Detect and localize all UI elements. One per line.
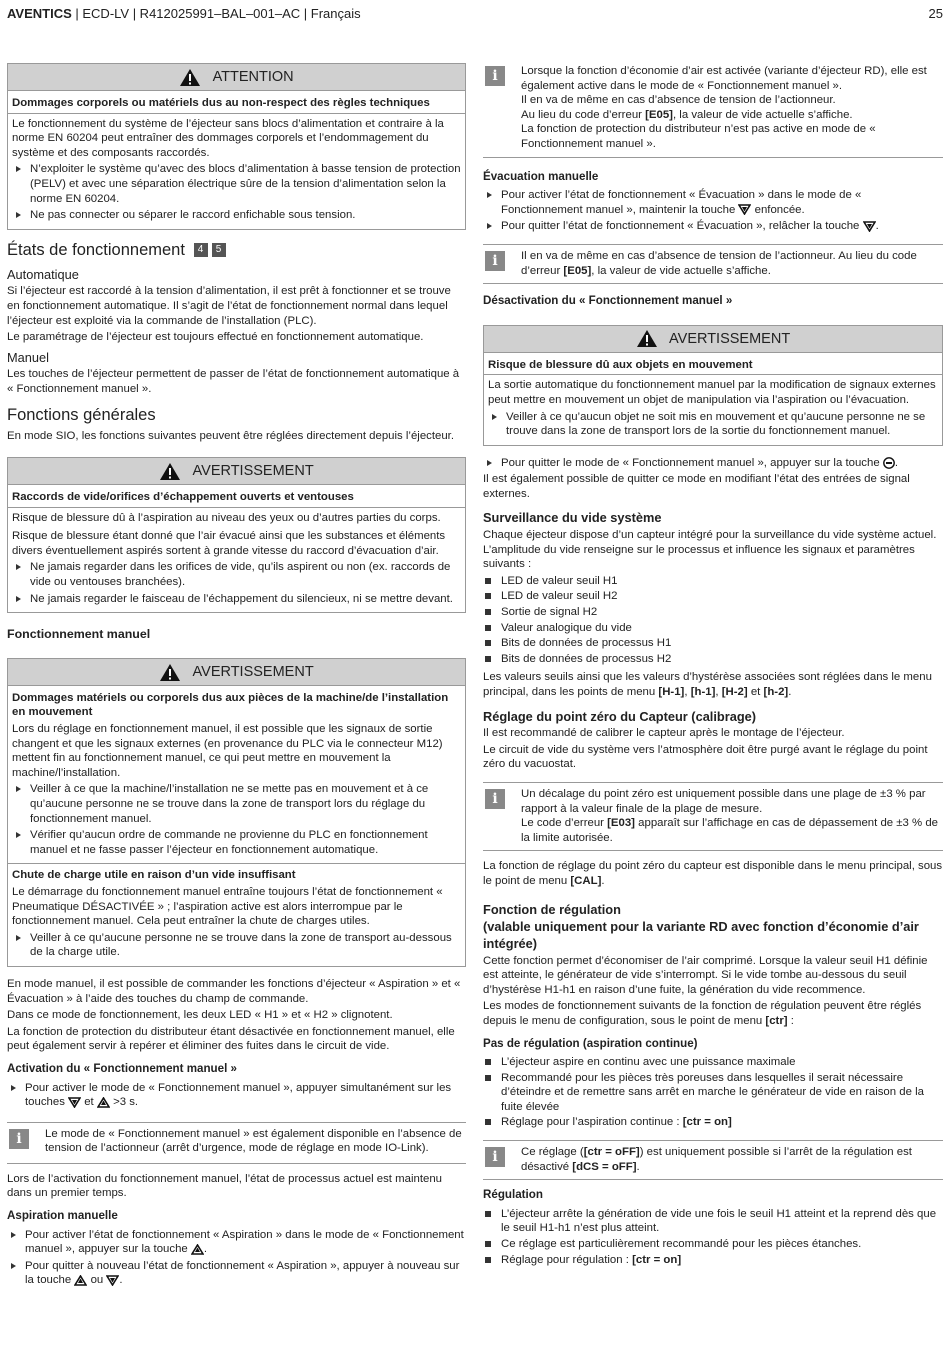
paragraph: Il est également possible de quitter ce mode en modifiant l’état des entrées de signal externes. bbox=[483, 473, 910, 500]
paragraph: Le circuit de vide du système vers l’atmosphère doit être purgé avant le réglage du point zéro du vacuostat. bbox=[483, 743, 928, 771]
error-code: [E03] bbox=[607, 817, 635, 830]
list-item: Ce réglage est particulièrement recommandé pour les pièces étanches. bbox=[483, 1237, 943, 1252]
warning-triangle-icon bbox=[179, 68, 201, 87]
text: . bbox=[894, 456, 898, 469]
avertissement-item: Ne jamais regarder dans les orifices de vide, qu’ils aspirent ou non (ex. raccords de vide ou ventouses branchées). bbox=[12, 560, 461, 589]
key-up-triangle-icon bbox=[97, 1097, 110, 1108]
right-column bbox=[483, 60, 943, 1268]
left-column bbox=[7, 63, 466, 1290]
info-text: Il en va de même en cas d’absence de tension de l’actionneur. bbox=[521, 94, 836, 107]
info-icon: i bbox=[485, 789, 505, 809]
attention-box bbox=[7, 63, 466, 230]
avertissement-subtitle-2: Chute de charge utile en raison d’un vide insuffisant bbox=[8, 863, 465, 885]
info-text bbox=[521, 108, 943, 123]
text: La fonction de réglage du point zéro du capteur est disponible dans le menu principal, sous le point de menu bbox=[483, 860, 943, 887]
text: ) est uniquement possible si l’arrêt de la régulation est désactivé bbox=[521, 1146, 912, 1173]
text: Fonction de régulation bbox=[483, 901, 621, 917]
menu-code: [CAL] bbox=[570, 874, 602, 887]
menu-code: [ctr = on] bbox=[682, 1116, 732, 1129]
warning-triangle-icon bbox=[159, 663, 181, 682]
info-box bbox=[483, 244, 943, 284]
key-down-triangle-icon bbox=[68, 1097, 81, 1108]
info-icon: i bbox=[485, 66, 505, 86]
menu-code: [dCS = oFF] bbox=[572, 1160, 637, 1173]
warning-triangle-icon bbox=[159, 462, 181, 481]
paragraph: Lors du réglage en fonctionnement manuel, il est possible que les signaux de sortie changent et que les signaux externes (en provenance du PLC via le connecteur M12) mettent fin au fonctionnement manuel, ce qui peut mettre en mouvement la machine/l’installation. bbox=[12, 723, 443, 779]
evacuation-item bbox=[483, 219, 943, 234]
menu-code: [ctr = oFF] bbox=[583, 1146, 640, 1159]
subtitle-fonctionnement-manuel: Fonctionnement manuel bbox=[7, 627, 151, 642]
text: et bbox=[747, 686, 764, 698]
paragraph: Lors de l’activation du fonctionnement manuel, l’état de processus actuel est maintenu dans un premier temps. bbox=[7, 1172, 442, 1200]
attention-subtitle: Dommages corporels ou matériels dus au non-respect des règles techniques bbox=[8, 91, 465, 114]
list-item: Valeur analogique du vide bbox=[483, 621, 943, 636]
info-text: La fonction de protection du distributeur n’est pas active en mode de « Fonctionnement manuel ». bbox=[521, 123, 876, 150]
evacuation-item bbox=[483, 188, 943, 217]
key-down-triangle-icon bbox=[106, 1275, 119, 1286]
text: Au lieu du code d’erreur bbox=[521, 108, 646, 121]
attention-title: ATTENTION bbox=[212, 69, 294, 85]
text: Pour quitter le mode de « Fonctionnement manuel », appuyer sur la touche bbox=[501, 456, 883, 469]
subtitle-regulation-mode: Régulation bbox=[483, 1188, 543, 1202]
paragraph: Les touches de l’éjecteur permettent de passer de l’état de fonctionnement automatique à « Fonctionnement manuel ». bbox=[7, 368, 460, 395]
avertissement-box-3 bbox=[483, 325, 943, 446]
paragraph: Il est recommandé de calibrer le capteur après le montage de l’éjecteur. bbox=[483, 727, 845, 740]
info-icon: i bbox=[9, 1129, 29, 1149]
quit-item bbox=[483, 456, 943, 471]
key-down-triangle-icon bbox=[863, 221, 876, 232]
paragraph: Dans ce mode de fonctionnement, les deux LED « H1 » et « H2 » clignotent. bbox=[7, 1009, 393, 1022]
subtitle-desactivation: Désactivation du « Fonctionnement manuel » bbox=[483, 294, 733, 308]
doc-reference: | ECD-LV | R412025991–BAL–001–AC | Français bbox=[71, 6, 361, 21]
avertissement-title-bar bbox=[8, 458, 465, 485]
paragraph: Chaque éjecteur dispose d’un capteur intégré pour la surveillance du vide système actuel. L’amplitude du vide renseigne sur le processus et influence les signaux et paramètres suivants : bbox=[483, 529, 937, 571]
info-icon: i bbox=[485, 1147, 505, 1167]
text: . bbox=[636, 1160, 640, 1173]
text: . bbox=[203, 1243, 208, 1256]
attention-item: N’exploiter le système qu’avec des blocs d’alimentation à basse tension de protection (PELV) et avec une séparation électrique sûre de la tension d’alimentation selon la norme EN 60204. bbox=[12, 162, 461, 206]
key-minus-icon bbox=[883, 457, 895, 469]
page-header bbox=[7, 7, 943, 25]
avertissement-box-2 bbox=[7, 658, 466, 967]
section-title-fonctions: Fonctions générales bbox=[7, 405, 156, 424]
text: (valable uniquement pour la variante RD avec fonction d’économie d’air intégrée) bbox=[483, 918, 919, 951]
avertissement-item: Veiller à ce que la machine/l’installation ne se mette pas en mouvement et à ce qu’aucune personne ne se trouve dans la zone de transport lors du réglage du fonctionnement manuel. bbox=[12, 782, 461, 826]
menu-code: [h-1] bbox=[690, 686, 716, 698]
text: et bbox=[81, 1096, 97, 1109]
subtitle-manuel: Manuel bbox=[7, 349, 49, 365]
text: . bbox=[601, 874, 605, 887]
avertissement-subtitle: Dommages matériels ou corporels dus aux pièces de la machine/de l’installation en mouvement bbox=[12, 691, 449, 719]
text: : bbox=[787, 1014, 794, 1027]
error-code: [E05] bbox=[645, 108, 673, 121]
info-text: Lorsque la fonction d’économie d’air est activée (variante d’éjecteur RD), elle est également active dans le mode de « Fonctionnement manuel ». bbox=[521, 65, 927, 92]
list-item: Recommandé pour les pièces très poreuses dans lesquelles il serait nécessaire d’éteindre et de remettre sans arrêt en marche le générateur de vide en raison de la fuite élevée bbox=[483, 1071, 943, 1115]
section-title-etats bbox=[7, 240, 466, 260]
menu-code: [h-2] bbox=[763, 686, 789, 698]
text: Pour activer l’état de fonctionnement « Évacuation » dans le mode de « Fonctionnement manuel », maintenir la touche bbox=[501, 189, 862, 216]
key-up-triangle-icon bbox=[191, 1244, 204, 1255]
paragraph: Si l’éjecteur est raccordé à la tension d’alimentation, il est prêt à fonctionner et se trouve en fonctionnement automatique. Il s’agit de l’état de fonctionnement normal dans lequel l’éjecteur est exploité via la commande de l’installation (PLC). bbox=[7, 285, 451, 327]
paragraph: Le paramétrage de l’éjecteur est toujours effectué en fonctionnement automatique. bbox=[7, 331, 424, 344]
subtitle-evacuation: Évacuation manuelle bbox=[483, 169, 599, 183]
text: , la valeur de vide actuelle s’affiche. bbox=[672, 108, 853, 121]
text: Ce réglage ( bbox=[521, 1146, 584, 1159]
avertissement-item: Veiller à ce qu’aucun objet ne soit mis en mouvement et qu’aucune personne ne se trouve dans la zone de transport lors de la sortie du fonctionnement manuel. bbox=[488, 410, 938, 439]
page-number: 25 bbox=[928, 6, 943, 21]
warning-triangle-icon bbox=[636, 329, 658, 348]
menu-code: [H-1] bbox=[658, 686, 685, 698]
error-code: [E05] bbox=[563, 264, 592, 277]
text: Pour activer l’état de fonctionnement « Aspiration » dans le mode de « Fonctionnement manuel », appuyer sur la touche bbox=[25, 1228, 464, 1256]
list-item: Sortie de signal H2 bbox=[483, 605, 943, 620]
attention-body: Le fonctionnement du système de l’éjecteur sans blocs d’alimentation et contraire à la norme EN 60204 peut entraîner des dommages corporels et l’endommagement du système et des composants raccordés. bbox=[12, 117, 444, 159]
list-item: Bits de données de processus H1 bbox=[483, 636, 943, 651]
avertissement-subtitle: Risque de blessure dû aux objets en mouvement bbox=[484, 353, 942, 376]
list-item: L’éjecteur arrête la génération de vide une fois le seuil H1 atteint et la reprend dès que le seuil H1-h1 n’est plus atteint. bbox=[483, 1207, 943, 1236]
text: Pour quitter à nouveau l’état de fonctionnement « Aspiration », appuyer à nouveau sur la touche bbox=[25, 1259, 460, 1287]
paragraph: La sortie automatique du fonctionnement manuel par la modification de signaux externes peut mettre en mouvement un objet de manipulation via l’aspiration ou l’évacuation. bbox=[488, 379, 936, 406]
subtitle-aspiration: Aspiration manuelle bbox=[7, 1209, 118, 1223]
subtitle-surveillance: Surveillance du vide système bbox=[483, 510, 662, 526]
info-box bbox=[483, 60, 943, 158]
info-text bbox=[521, 816, 943, 845]
paragraph: Risque de blessure dû à l’aspiration au niveau des yeux ou d’autres parties du corps. bbox=[12, 511, 441, 524]
avertissement-item: Ne jamais regarder le faisceau de l’échappement du silencieux, ni se mettre devant. bbox=[12, 592, 461, 607]
figure-badge-5: 5 bbox=[212, 243, 226, 257]
info-box bbox=[483, 1140, 943, 1180]
list-item: LED de valeur seuil H2 bbox=[483, 589, 943, 604]
info-icon: i bbox=[485, 251, 505, 271]
avertissement-title-bar bbox=[8, 659, 465, 686]
paragraph bbox=[483, 999, 943, 1028]
list-item bbox=[483, 1253, 943, 1268]
text: Les modes de fonctionnement suivants de la fonction de régulation peuvent être réglés depuis le menu de configuration, sous le point de menu bbox=[483, 1000, 922, 1027]
text: Pour quitter l’état de fonctionnement « Évacuation », relâcher la touche bbox=[501, 220, 863, 233]
list-item: L’éjecteur aspire en continu avec une puissance maximale bbox=[483, 1055, 943, 1070]
avertissement-box-1 bbox=[7, 457, 466, 613]
menu-code: [H-2] bbox=[721, 686, 748, 698]
brand-name: AVENTICS bbox=[7, 6, 72, 21]
key-up-triangle-icon bbox=[74, 1275, 87, 1286]
paragraph: La fonction de protection du distributeur étant désactivée en fonctionnement manuel, elle peut également servir à repérer et éliminer des fuites dans le circuit de vide. bbox=[7, 1025, 455, 1053]
text: Pour activer le mode de « Fonctionnement manuel », appuyer simultanément sur les touches bbox=[25, 1081, 452, 1109]
paragraph: En mode manuel, il est possible de commander les fonctions d’éjecteur « Aspiration » et « Évacuation » à l’aide des touches du champ de commande. bbox=[7, 977, 461, 1005]
text: . bbox=[119, 1274, 123, 1287]
subtitle-regulation bbox=[483, 901, 943, 952]
aspiration-item bbox=[7, 1228, 466, 1257]
subtitle-calibrage: Réglage du point zéro du Capteur (calibrage) bbox=[483, 708, 757, 724]
avertissement-title: AVERTISSEMENT bbox=[192, 463, 314, 480]
text: Il en va de même en cas d’absence de tension de l’actionneur. Au lieu du code d’erreur bbox=[521, 249, 917, 277]
paragraph: Risque de blessure étant donné que l’air évacué ainsi que les substances et éléments divers éventuellement aspirés sortent à grande vitesse du raccord d’évacuation d’air. bbox=[12, 530, 446, 557]
list-item: LED de valeur seuil H1 bbox=[483, 574, 943, 589]
subtitle-activation: Activation du « Fonctionnement manuel » bbox=[7, 1061, 237, 1075]
text: Réglage pour régulation : bbox=[501, 1253, 633, 1266]
avertissement-title: AVERTISSEMENT bbox=[669, 330, 791, 347]
list-item: Bits de données de processus H2 bbox=[483, 652, 943, 667]
info-box bbox=[7, 1122, 466, 1164]
subtitle-pas-de-regulation: Pas de régulation (aspiration continue) bbox=[483, 1036, 698, 1050]
text: , bbox=[715, 686, 722, 698]
paragraph bbox=[483, 859, 943, 888]
info-box bbox=[483, 782, 943, 851]
attention-title-bar bbox=[8, 64, 465, 91]
text: Le code d’erreur bbox=[521, 817, 608, 830]
etats-title-text: États de fonctionnement bbox=[7, 240, 185, 259]
text: apparaît sur l’affichage en cas de dépassement de ±3 % de la limite autorisée. bbox=[521, 817, 939, 844]
avertissement-item: Veiller à ce qu’aucune personne ne se trouve dans la zone de transport au-dessous de la charge utile. bbox=[12, 931, 461, 960]
menu-code: [ctr = on] bbox=[632, 1253, 682, 1266]
aspiration-item bbox=[7, 1259, 466, 1288]
avertissement-subtitle: Raccords de vide/orifices d’échappement ouverts et ventouses bbox=[8, 485, 465, 508]
avertissement-title: AVERTISSEMENT bbox=[192, 663, 314, 680]
text: . bbox=[875, 220, 879, 233]
info-text bbox=[521, 1145, 943, 1174]
text: enfoncée. bbox=[751, 203, 805, 216]
text: Réglage pour l’aspiration continue : bbox=[501, 1116, 683, 1129]
paragraph: Cette fonction permet d’économiser de l’air comprimé. Lorsque la valeur seuil H1 définie est atteinte, le générateur de vide s’interrompt. Si le vide tombe au-dessous du seuil d’hystérèse H1-h1 en raison d’une fuite, la génération du vide recommence. bbox=[483, 954, 928, 996]
text: , la valeur de vide actuelle s’affiche. bbox=[591, 264, 771, 277]
activation-item bbox=[7, 1081, 466, 1110]
attention-item: Ne pas connecter ou séparer le raccord enfichable sous tension. bbox=[12, 208, 461, 223]
info-text: Un décalage du point zéro est uniquement possible dans une plage de ±3 % par rapport à la valeur finale de la plage de mesure. bbox=[521, 787, 926, 815]
text: . bbox=[788, 686, 792, 698]
menu-code: [ctr] bbox=[765, 1014, 788, 1027]
avertissement-title-bar bbox=[484, 326, 942, 353]
text: Les valeurs seuils ainsi que les valeurs d’hystérèse associées sont réglées dans le menu principal, dans les points de menu bbox=[483, 671, 932, 698]
text: , bbox=[684, 686, 691, 698]
paragraph: Le démarrage du fonctionnement manuel entraîne toujours l’état de fonctionnement « Pneumatique DÉSACTIVÉE » ; l’aspiration active est alors interrompue par le fonctionnement manuel. Cela peut entraîner la chute de charges utiles. bbox=[12, 885, 443, 928]
list-item bbox=[483, 1115, 943, 1130]
avertissement-item: Vérifier qu’aucun ordre de commande ne provienne du PLC en fonctionnement manuel et ne fasse passer l’éjecteur en fonctionnement automatique. bbox=[12, 828, 461, 857]
info-text: Le mode de « Fonctionnement manuel » est également disponible en l’absence de tension de l’actionneur (arrêt d’urgence, mode de réglage en mode IO-Link). bbox=[45, 1127, 462, 1155]
info-text bbox=[521, 249, 943, 278]
key-down-triangle-icon bbox=[738, 204, 751, 215]
text: ou bbox=[87, 1274, 107, 1287]
paragraph bbox=[483, 670, 943, 699]
figure-badge-4: 4 bbox=[194, 243, 208, 257]
text: >3 s. bbox=[109, 1096, 139, 1109]
paragraph: En mode SIO, les fonctions suivantes peuvent être réglées directement depuis l’éjecteur. bbox=[7, 429, 455, 442]
subtitle-automatique: Automatique bbox=[7, 266, 79, 282]
